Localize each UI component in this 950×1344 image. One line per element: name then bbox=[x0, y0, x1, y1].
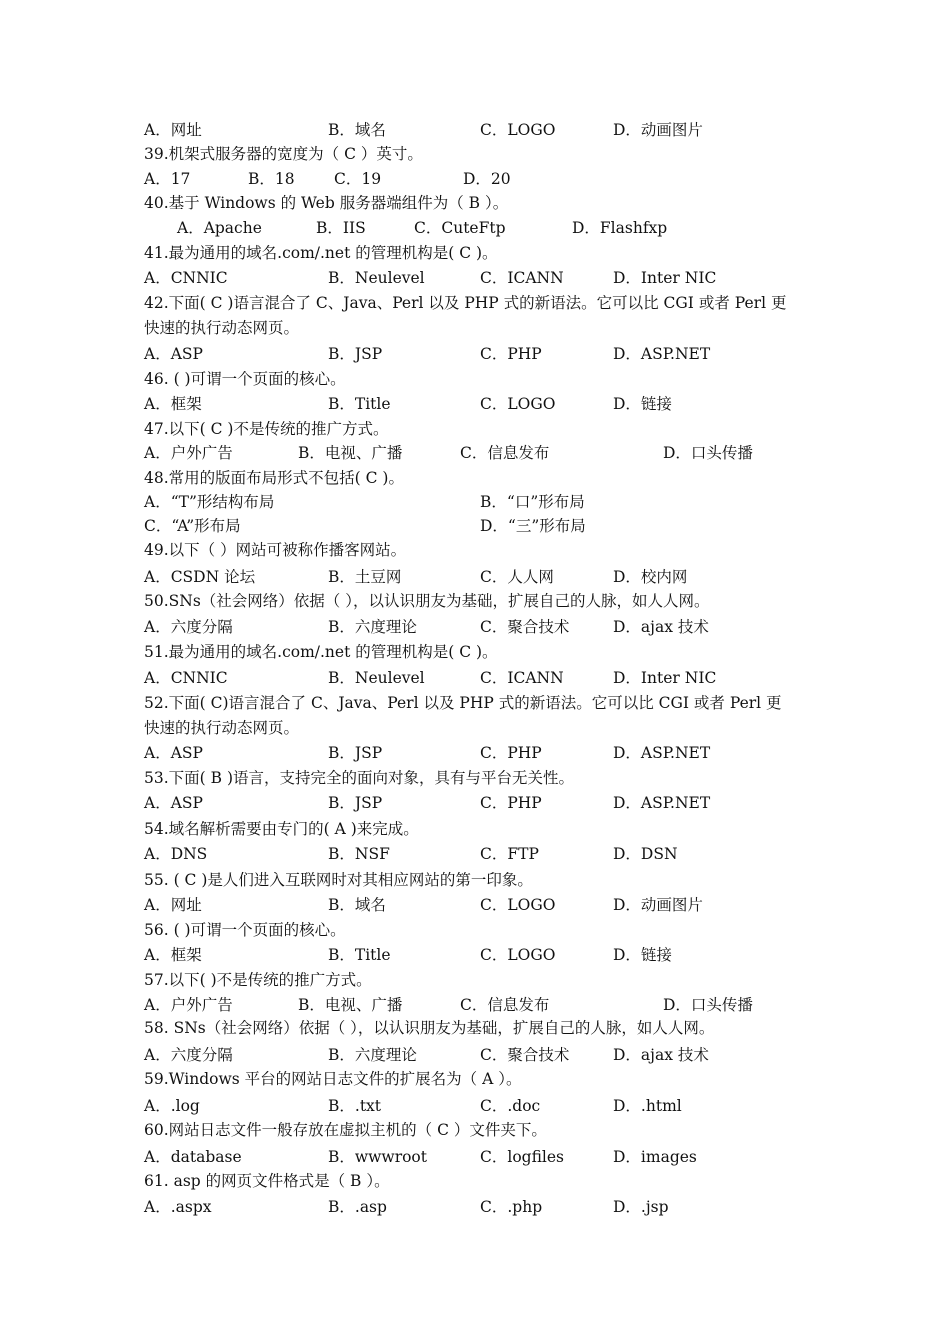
answer-option: B．NSF bbox=[328, 845, 390, 863]
answer-option: D．.jsp bbox=[613, 1198, 669, 1216]
answer-option: B．wwwroot bbox=[328, 1148, 427, 1166]
answer-option: D．ASP.NET bbox=[613, 744, 711, 762]
answer-option: A．户外广告 bbox=[144, 996, 233, 1014]
question-text: 快速的执行动态网页。 bbox=[144, 719, 300, 737]
answer-option: C．CuteFtp bbox=[414, 219, 506, 237]
answer-option: A．CSDN 论坛 bbox=[144, 568, 256, 586]
answer-option: C．PHP bbox=[480, 345, 542, 363]
answer-option: C．.php bbox=[480, 1198, 543, 1216]
answer-option: D．ajax 技术 bbox=[613, 618, 709, 636]
question-text: 58. SNs（社会网络）依据（ ），以认识朋友为基础，扩展自己的人脉，如人人网。 bbox=[144, 1019, 715, 1037]
answer-option: C．聚合技术 bbox=[480, 1046, 570, 1064]
answer-option: C．LOGO bbox=[480, 896, 556, 914]
answer-option: D．.html bbox=[613, 1097, 682, 1115]
answer-option: D．链接 bbox=[613, 946, 672, 964]
answer-option: A．户外广告 bbox=[144, 444, 233, 462]
answer-option: A．CNNIC bbox=[144, 669, 228, 687]
answer-option: D．images bbox=[613, 1148, 697, 1166]
question-text: 50.SNs（社会网络）依据（ ），以认识朋友为基础，扩展自己的人脉，如人人网。 bbox=[144, 592, 710, 610]
answer-option: B．JSP bbox=[328, 345, 383, 363]
answer-option: D．ajax 技术 bbox=[613, 1046, 709, 1064]
question-text: 51.最为通用的域名.com/.net 的管理机构是( C )。 bbox=[144, 643, 498, 661]
question-text: 40.基于 Windows 的 Web 服务器端组件为（ B ）。 bbox=[144, 194, 509, 212]
answer-option: C．“A”形布局 bbox=[144, 517, 241, 535]
answer-option: D．ASP.NET bbox=[613, 345, 711, 363]
answer-option: B．域名 bbox=[328, 121, 386, 139]
answer-option: A．17 bbox=[144, 170, 191, 188]
answer-option: B．Title bbox=[328, 395, 391, 413]
question-text: 52.下面( C)语言混合了 C、Java、Perl 以及 PHP 式的新语法。它可以比 CGI 或者 Perl 更 bbox=[144, 694, 782, 712]
answer-option: B．六度理论 bbox=[328, 618, 417, 636]
question-text: 53.下面( B )语言，支持完全的面向对象，具有与平台无关性。 bbox=[144, 769, 574, 787]
question-text: 60.网站日志文件一般存放在虚拟主机的（ C ）文件夹下。 bbox=[144, 1121, 547, 1139]
answer-option: A．.log bbox=[144, 1097, 200, 1115]
answer-option: B．域名 bbox=[328, 896, 386, 914]
answer-option: B．.asp bbox=[328, 1198, 387, 1216]
answer-option: C．聚合技术 bbox=[480, 618, 570, 636]
answer-option: A．六度分隔 bbox=[144, 1046, 233, 1064]
question-text: 39.机架式服务器的宽度为（ C ）英寸。 bbox=[144, 145, 423, 163]
answer-option: C．信息发布 bbox=[460, 996, 550, 1014]
answer-option: D．DSN bbox=[613, 845, 678, 863]
question-text: 46. ( )可谓一个页面的核心。 bbox=[144, 370, 346, 388]
answer-option: D．校内网 bbox=[613, 568, 688, 586]
question-text: 55. ( C )是人们进入互联网时对其相应网站的第一印象。 bbox=[144, 871, 533, 889]
answer-option: C．ICANN bbox=[480, 669, 564, 687]
question-text: 快速的执行动态网页。 bbox=[144, 319, 300, 337]
answer-option: C．FTP bbox=[480, 845, 539, 863]
answer-option: A．ASP bbox=[144, 744, 203, 762]
answer-option: A．ASP bbox=[144, 794, 203, 812]
question-text: 54.域名解析需要由专门的( A )来完成。 bbox=[144, 820, 419, 838]
answer-option: D．链接 bbox=[613, 395, 672, 413]
answer-option: A．CNNIC bbox=[144, 269, 228, 287]
answer-option: A．.aspx bbox=[144, 1198, 212, 1216]
answer-option: B．六度理论 bbox=[328, 1046, 417, 1064]
answer-option: A．database bbox=[144, 1148, 242, 1166]
answer-option: C．PHP bbox=[480, 794, 542, 812]
answer-option: B．电视、广播 bbox=[298, 996, 403, 1014]
question-text: 56. ( )可谓一个页面的核心。 bbox=[144, 921, 346, 939]
answer-option: C．PHP bbox=[480, 744, 542, 762]
answer-option: C．.doc bbox=[480, 1097, 541, 1115]
answer-option: D．“三”形布局 bbox=[480, 517, 586, 535]
question-text: 42.下面( C )语言混合了 C、Java、Perl 以及 PHP 式的新语法。它可以比 CGI 或者 Perl 更 bbox=[144, 294, 787, 312]
question-text: 41.最为通用的域名.com/.net 的管理机构是( C )。 bbox=[144, 244, 498, 262]
answer-option: D．ASP.NET bbox=[613, 794, 711, 812]
answer-option: B．Neulevel bbox=[328, 669, 425, 687]
question-text: 49.以下（ ）网站可被称作播客网站。 bbox=[144, 541, 407, 559]
answer-option: C．人人网 bbox=[480, 568, 554, 586]
answer-option: D．动画图片 bbox=[613, 896, 703, 914]
answer-option: B．IIS bbox=[316, 219, 366, 237]
answer-option: A．ASP bbox=[144, 345, 203, 363]
answer-option: A．框架 bbox=[144, 946, 202, 964]
question-text: 57.以下( )不是传统的推广方式。 bbox=[144, 971, 372, 989]
answer-option: B．JSP bbox=[328, 794, 383, 812]
answer-option: C．LOGO bbox=[480, 121, 556, 139]
answer-option: D．Flashfxp bbox=[572, 219, 668, 237]
answer-option: C．LOGO bbox=[480, 946, 556, 964]
answer-option: B．电视、广播 bbox=[298, 444, 403, 462]
answer-option: B．JSP bbox=[328, 744, 383, 762]
answer-option: B．.txt bbox=[328, 1097, 382, 1115]
answer-option: B．Title bbox=[328, 946, 391, 964]
answer-option: B．18 bbox=[248, 170, 295, 188]
answer-option: A．网址 bbox=[144, 121, 202, 139]
question-text: 47.以下( C )不是传统的推广方式。 bbox=[144, 420, 389, 438]
answer-option: D．口头传播 bbox=[663, 996, 753, 1014]
answer-option: A．网址 bbox=[144, 896, 202, 914]
question-text: 59.Windows 平台的网站日志文件的扩展名为（ A ）。 bbox=[144, 1070, 522, 1088]
answer-option: D．20 bbox=[463, 170, 511, 188]
answer-option: B．“口”形布局 bbox=[480, 493, 585, 511]
answer-option: C．logfiles bbox=[480, 1148, 564, 1166]
answer-option: D．动画图片 bbox=[613, 121, 703, 139]
answer-option: A．Apache bbox=[177, 219, 262, 237]
question-text: 61. asp 的网页文件格式是（ B ）。 bbox=[144, 1172, 390, 1190]
answer-option: C．信息发布 bbox=[460, 444, 550, 462]
answer-option: A．“T”形结构布局 bbox=[144, 493, 275, 511]
answer-option: D．口头传播 bbox=[663, 444, 753, 462]
answer-option: B．土豆网 bbox=[328, 568, 402, 586]
answer-option: C．LOGO bbox=[480, 395, 556, 413]
answer-option: A．六度分隔 bbox=[144, 618, 233, 636]
answer-option: D．Inter NIC bbox=[613, 669, 717, 687]
answer-option: A．框架 bbox=[144, 395, 202, 413]
answer-option: B．Neulevel bbox=[328, 269, 425, 287]
answer-option: A．DNS bbox=[144, 845, 208, 863]
answer-option: C．ICANN bbox=[480, 269, 564, 287]
answer-option: C．19 bbox=[334, 170, 382, 188]
answer-option: D．Inter NIC bbox=[613, 269, 717, 287]
question-text: 48.常用的版面布局形式不包括( C )。 bbox=[144, 469, 404, 487]
